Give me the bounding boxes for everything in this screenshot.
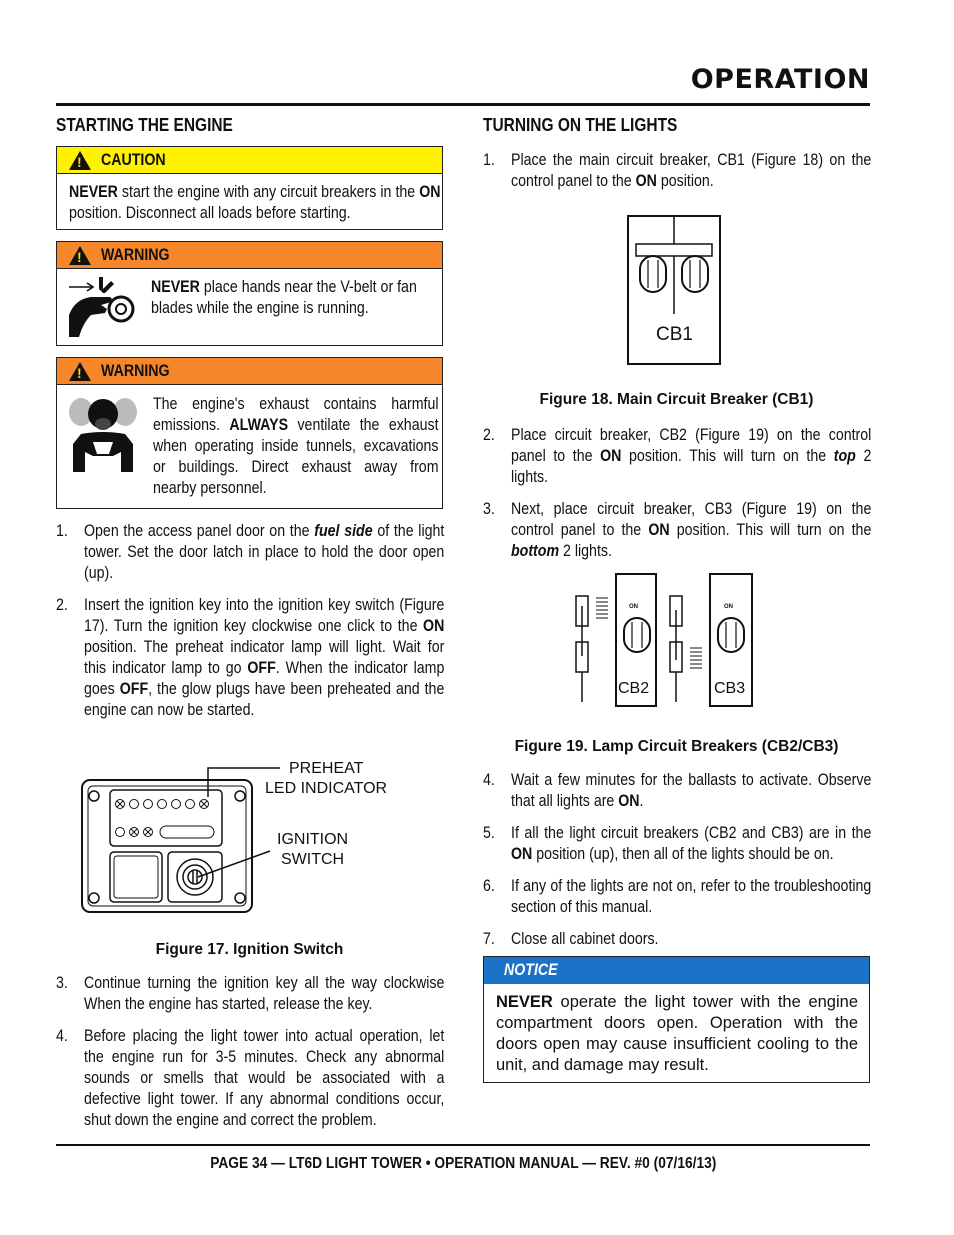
right-step-3-num: 3.: [483, 500, 495, 518]
notice-t1: operate the light tower with the engine compartment doors open. Operation with the doors open may cause insufficient cooling to the unit, and damage may result.: [496, 993, 858, 1074]
left-step-2-off2: OFF: [119, 680, 149, 698]
alert-triangle-icon: [69, 151, 91, 170]
left-step-2-off1: OFF: [247, 659, 276, 677]
left-step-1-num: 1.: [56, 522, 68, 540]
main-circuit-breaker-figure: [626, 214, 722, 366]
footer-text: PAGE 34 — LT6D LIGHT TOWER • OPERATION MANUAL — REV. #0 (07/16/13): [209, 1155, 717, 1172]
caution-t2: position. Disconnect all loads before starting.: [69, 204, 351, 222]
figure-18-caption: Figure 18. Main Circuit Breaker (CB1): [539, 391, 814, 408]
caution-never: NEVER: [69, 183, 118, 201]
right-step-6-text: If any of the lights are not on, refer to the troubleshooting section of this manual.: [511, 877, 872, 916]
right-step-5-text: [511, 823, 871, 865]
caution-header: [57, 147, 442, 174]
right-step-2-text: [511, 425, 871, 488]
warning-header-belt: [57, 242, 442, 269]
left-step-1-t1: Open the access panel door on the: [84, 522, 315, 540]
right-step-3-on: ON: [648, 521, 670, 539]
right-step-2-on: ON: [600, 447, 622, 465]
left-step-2-t3: . When the indicator lamp goes: [84, 659, 445, 698]
warning-header-exhaust: [57, 358, 442, 385]
left-step-1-em: fuel side: [314, 522, 373, 540]
section-heading-lights: TURNING ON THE LIGHTS: [483, 115, 678, 135]
caution-text: [69, 182, 441, 224]
warning-box-belt: [56, 241, 443, 346]
caution-on: ON: [419, 183, 441, 201]
notice-box: [483, 956, 870, 1083]
right-step-1-text: [511, 150, 871, 192]
right-step-2-t1: Place circuit breaker, CB2 (Figure 19) on the control panel to the: [511, 426, 872, 465]
right-step-3-t3: 2 lights.: [559, 542, 612, 560]
left-step-2-t1: Insert the ignition key into the ignition key switch (Figure 17). Turn the ignition key clockwise one click to the: [84, 596, 445, 635]
ignition-switch-figure: [80, 755, 420, 915]
right-step-4-t1: Wait a few minutes for the ballasts to activate. Observe that all lights are: [511, 771, 872, 810]
ignition-label-line1: IGNITION: [277, 831, 349, 848]
lamp-circuit-breakers-figure: [570, 570, 756, 710]
right-step-2-num: 2.: [483, 426, 495, 444]
cb3-on-label: ON: [724, 604, 733, 610]
ignition-label-line2: SWITCH: [281, 851, 345, 868]
figure-17-caption: Figure 17. Ignition Switch: [155, 941, 344, 958]
left-step-3-num: 3.: [56, 974, 68, 992]
warning1-t1: place hands near the V-belt or fan blades while the engine is running.: [151, 278, 417, 317]
cb1-label: CB1: [656, 324, 693, 345]
preheat-label-line2: LED INDICATOR: [265, 780, 388, 797]
right-step-1-num: 1.: [483, 151, 495, 169]
cb2-on-label: ON: [629, 604, 638, 610]
right-step-7-num: 7.: [483, 930, 495, 948]
alert-triangle-icon: [69, 246, 91, 265]
warning2-always: ALWAYS: [229, 416, 289, 434]
right-step-6-num: 6.: [483, 877, 495, 895]
left-step-2-text: [84, 595, 444, 721]
notice-header: [484, 957, 869, 984]
left-step-2-t4: , the glow plugs have been preheated and the engine can now be started.: [84, 680, 445, 719]
right-step-3-em: bottom: [511, 542, 560, 560]
right-step-5-t2: position (up), then all of the lights should be on.: [532, 845, 834, 863]
right-step-7-text: Close all cabinet doors.: [511, 930, 659, 948]
right-step-4-num: 4.: [483, 771, 495, 789]
warning-text-belt: [151, 277, 443, 319]
section-heading-starting: STARTING THE ENGINE: [56, 115, 233, 135]
footer-rule: [56, 1144, 870, 1146]
warning-text-exhaust: [153, 394, 439, 499]
right-step-3-t1: Next, place circuit breaker, CB3 (Figure 19) on the control panel to the: [511, 500, 872, 539]
right-step-1-t1: Place the main circuit breaker, CB1 (Figure 18) on the control panel to the: [511, 151, 872, 190]
cb3-label: CB3: [714, 680, 746, 697]
right-step-1-on: ON: [635, 172, 657, 190]
left-step-4-text: Before placing the light tower into actual operation, let the engine run for 3-5 minutes. Check any abnormal sounds or smells that would be associated with a defective light tower. If any abnormal conditions occur, shut down the engine and correct the problem.: [84, 1027, 445, 1129]
warning-box-exhaust: [56, 357, 443, 509]
left-step-4-num: 4.: [56, 1027, 68, 1045]
notice-never: NEVER: [496, 993, 553, 1011]
right-step-4-on: ON: [618, 792, 640, 810]
warning2-t1: The engine's exhaust contains harmful emissions.: [153, 395, 439, 434]
page-footer: [56, 1155, 870, 1173]
notice-text: [496, 992, 858, 1076]
cb2-label: CB2: [618, 680, 650, 697]
hand-belt-hazard-icon: [65, 275, 145, 340]
caution-label: CAUTION: [101, 150, 166, 169]
right-step-3-text: [511, 499, 871, 562]
right-step-1-t2: position.: [656, 172, 714, 190]
warning-label-exhaust: WARNING: [101, 361, 170, 380]
exhaust-fumes-icon: [67, 394, 139, 474]
left-step-3-text: Continue turning the ignition key all the way clockwise When the engine has started, release the key.: [84, 974, 445, 1013]
right-step-3-t2: position. This will turn on the: [669, 521, 872, 539]
left-step-1-t2: of the light tower. Set the door latch in place to hold the door open (up).: [84, 522, 445, 582]
right-step-4-t2: .: [639, 792, 644, 810]
warning1-never: NEVER: [151, 278, 200, 296]
caution-box: [56, 146, 443, 230]
alert-triangle-icon: [69, 362, 91, 381]
right-step-2-em: top: [833, 447, 856, 465]
preheat-label-line1: PREHEAT: [289, 760, 364, 777]
right-step-5-on: ON: [511, 845, 533, 863]
right-step-4-text: [511, 770, 871, 812]
right-step-2-t3: 2 lights.: [511, 447, 872, 486]
left-step-2-on: ON: [423, 617, 445, 635]
header-rule: [56, 103, 870, 106]
right-step-5-t1: If all the light circuit breakers (CB2 and CB3) are in the: [511, 824, 872, 842]
warning2-t2: ventilate the exhaust when operating inside tunnels, excavations or buildings. Direct exhaust away from nearby personnel.: [153, 416, 439, 497]
figure-19-caption: Figure 19. Lamp Circuit Breakers (CB2/CB3): [514, 738, 839, 755]
left-step-2-t2: position. The preheat indicator lamp will light. Wait for this indicator lamp to go: [84, 638, 445, 677]
notice-label: NOTICE: [504, 961, 558, 979]
right-step-5-num: 5.: [483, 824, 495, 842]
left-step-2-num: 2.: [56, 596, 68, 614]
right-step-2-t2: position. This will turn on the: [621, 447, 834, 465]
page-title: OPERATION: [690, 64, 870, 95]
left-step-1-text: [84, 521, 444, 584]
warning-label-belt: WARNING: [101, 245, 170, 264]
caution-t1: start the engine with any circuit breakers in the: [117, 183, 420, 201]
